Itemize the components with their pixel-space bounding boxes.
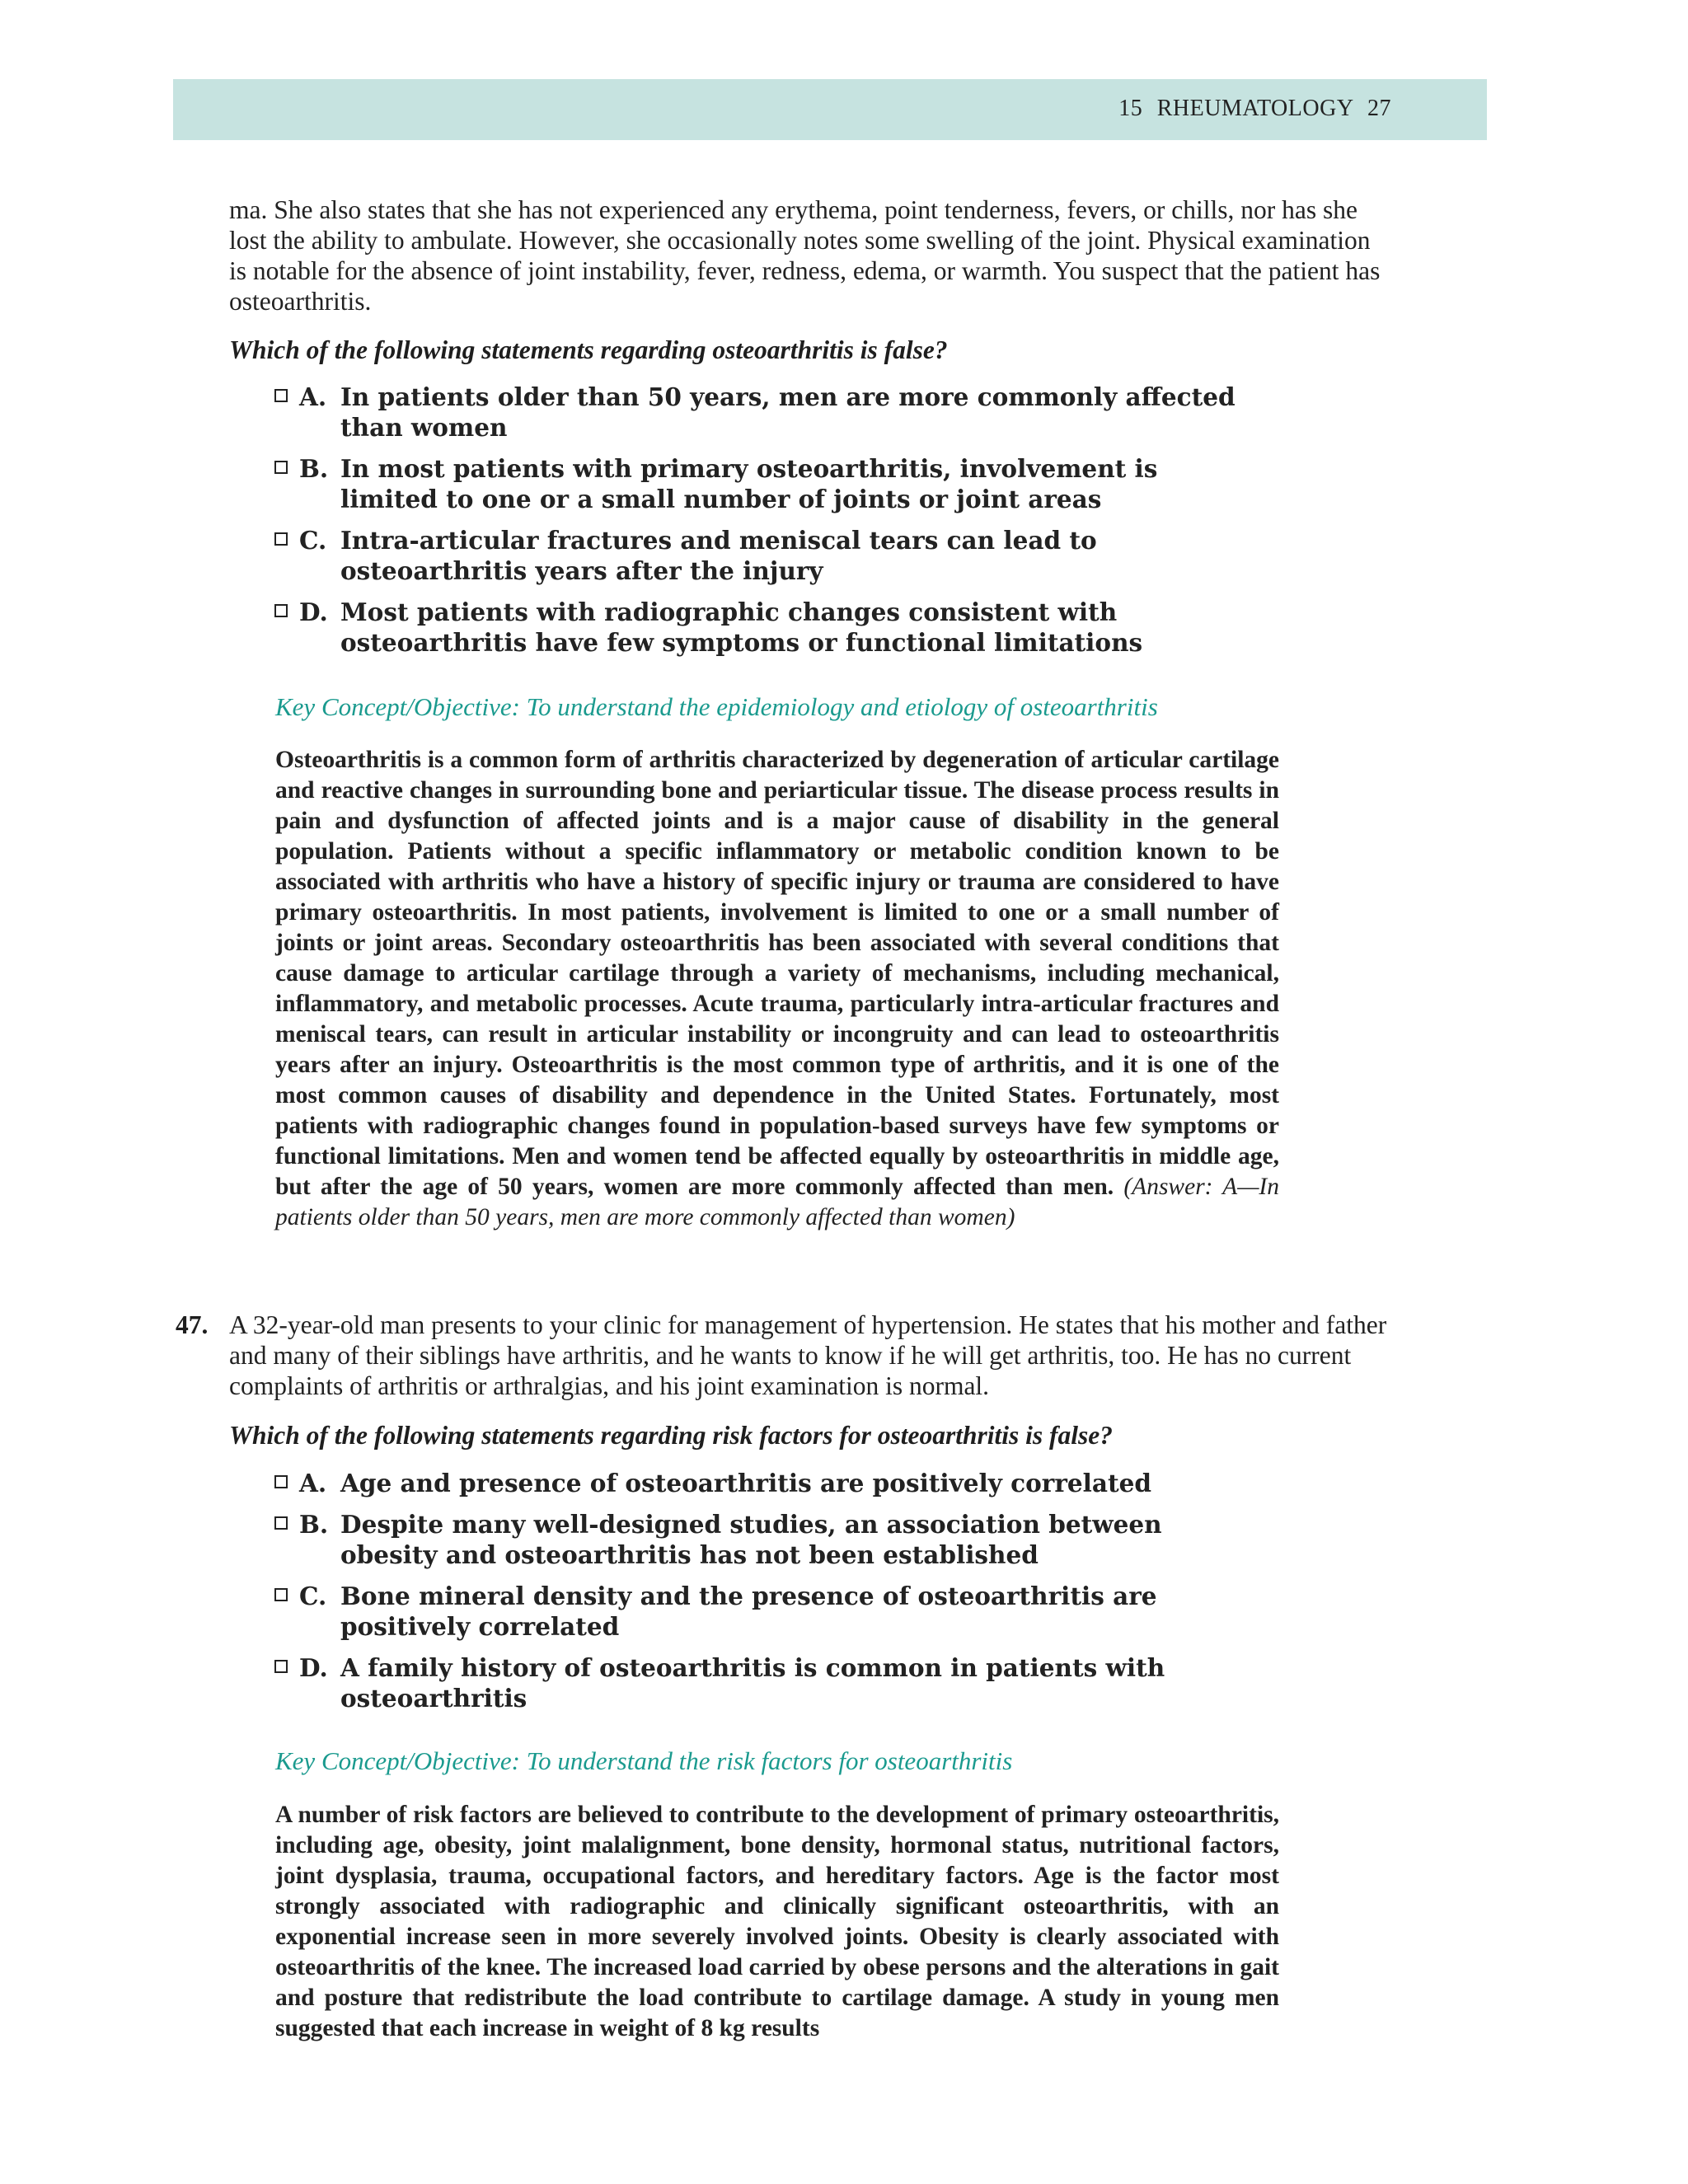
- page-number: 27: [1367, 96, 1391, 121]
- option-text: Intra-articular fractures and meniscal tears can lead to osteoarthritis years after the injury: [340, 526, 1097, 585]
- answer-text: (Answer: A—In patients older than 50 years, men are more commonly affected than women): [275, 1174, 1279, 1230]
- option-letter: D.: [299, 598, 328, 626]
- case47-question: Which of the following statements regarding risk factors for osteoarthritis is false?: [229, 1421, 1113, 1450]
- option-letter: A.: [299, 1469, 327, 1497]
- case47-key-concept: Key Concept/Objective: To understand the risk factors for osteoarthritis: [275, 1746, 1013, 1775]
- checkbox-icon[interactable]: [274, 1475, 288, 1488]
- option-text: In patients older than 50 years, men are more commonly affected than women: [340, 382, 1236, 442]
- checkbox-icon[interactable]: [274, 1516, 288, 1530]
- checkbox-icon[interactable]: [274, 532, 288, 546]
- case46-explanation: [275, 745, 1279, 1233]
- option-text: A family history of osteoarthritis is common in patients with osteoarthritis: [340, 1653, 1165, 1713]
- checkbox-icon[interactable]: [274, 1588, 288, 1601]
- checkbox-icon[interactable]: [274, 389, 288, 402]
- option-letter: B.: [299, 454, 329, 483]
- case46-option-d[interactable]: [274, 597, 1247, 658]
- case46-stem: ma. She also states that she has not experienced any erythema, point tenderness, fevers, or chills, nor has she lost the ability to ambulate. However, she occasionally notes some swelling of the joint. Physical examination is notable for the absence of joint instability, fever, redness, edema, or warmth. You suspect that the patient has osteoarthritis.: [229, 195, 1381, 316]
- option-text: In most patients with primary osteoarthritis, involvement is limited to one or a small number of joints or joint areas: [340, 454, 1158, 513]
- case47-stem: A 32-year-old man presents to your clinic for management of hypertension. He states that his mother and father and many of their siblings have arthritis, and he wants to know if he will get arthritis, too. He has no current complaints of arthritis or arthralgias, and his joint examination is normal.: [229, 1310, 1387, 1400]
- checkbox-icon[interactable]: [274, 1660, 288, 1673]
- option-letter: D.: [299, 1653, 328, 1682]
- case46-key-concept: Key Concept/Objective: To understand the epidemiology and etiology of osteoarthritis: [275, 692, 1158, 721]
- case47-option-a[interactable]: [274, 1468, 1247, 1498]
- chapter-title: RHEUMATOLOGY: [1156, 96, 1353, 121]
- case46-option-c[interactable]: [274, 525, 1247, 586]
- running-header: [173, 79, 1487, 140]
- option-text: Bone mineral density and the presence of osteoarthritis are positively correlated: [340, 1582, 1157, 1641]
- option-letter: B.: [299, 1510, 329, 1539]
- case47-option-b[interactable]: [274, 1509, 1247, 1570]
- option-text: Most patients with radiographic changes consistent with osteoarthritis have few symptoms or functional limitations: [340, 598, 1143, 657]
- option-letter: A.: [299, 382, 327, 411]
- case47-option-c[interactable]: [274, 1581, 1247, 1642]
- option-letter: C.: [299, 526, 327, 555]
- case47-number: 47.: [176, 1310, 209, 1339]
- case46-option-a[interactable]: [274, 382, 1247, 443]
- option-text: Despite many well-designed studies, an association between obesity and osteoarthritis has not been established: [340, 1510, 1162, 1569]
- header-text: [1110, 96, 1391, 122]
- option-letter: C.: [299, 1582, 327, 1610]
- case47-explanation: A number of risk factors are believed to contribute to the development of primary osteoarthritis, including age, obesity, joint malalignment, bone density, hormonal status, nutritional factors, joint dysplasia, trauma, occupational factors, and hereditary factors. Age is the factor most strongly associated with radiographic and clinically significant osteoarthritis, with an exponential increase seen in more severely involved joints. Obesity is clearly associated with osteoarthritis of the knee. The increased load carried by obese persons and the alterations in gait and posture that redistribute the load contribute to cartilage damage. A study in young men suggested that each increase in weight of 8 kg results: [275, 1802, 1279, 2041]
- explanation-text: Osteoarthritis is a common form of arthritis characterized by degeneration of articular cartilage and reactive changes in surrounding bone and periarticular tissue. The disease process results in pain and dysfunction of affected joints and is a major cause of disability in the general population. Patients without a specific inflammatory or metabolic condition known to be associated with arthritis who have a history of specific injury or trauma are considered to have primary osteoarthritis. In most patients, involvement is limited to one or a small number of joints or joint areas. Secondary osteoarthritis has been associated with several conditions that cause damage to articular cartilage through a variety of mechanisms, including mechanical, inflammatory, and metabolic processes. Acute trauma, particularly intra-articular fractures and meniscal tears, can result in articular instability or incongruity and can lead to osteoarthritis years after an injury. Osteoarthritis is the most common type of arthritis, and it is one of the most common causes of disability and dependence in the United States. Fortunately, most patients with radiographic changes found in population-based surveys have few symptoms or functional limitations. Men and women tend be affected equally by osteoarthritis in middle age, but after the age of 50 years, women are more commonly affected than men.: [275, 747, 1279, 1200]
- case47-option-d[interactable]: [274, 1652, 1247, 1713]
- checkbox-icon[interactable]: [274, 461, 288, 474]
- case46-option-b[interactable]: [274, 453, 1247, 514]
- chapter-number: 15: [1118, 96, 1143, 121]
- option-text: Age and presence of osteoarthritis are positively correlated: [340, 1469, 1151, 1497]
- case46-question: Which of the following statements regarding osteoarthritis is false?: [229, 335, 948, 364]
- checkbox-icon[interactable]: [274, 604, 288, 617]
